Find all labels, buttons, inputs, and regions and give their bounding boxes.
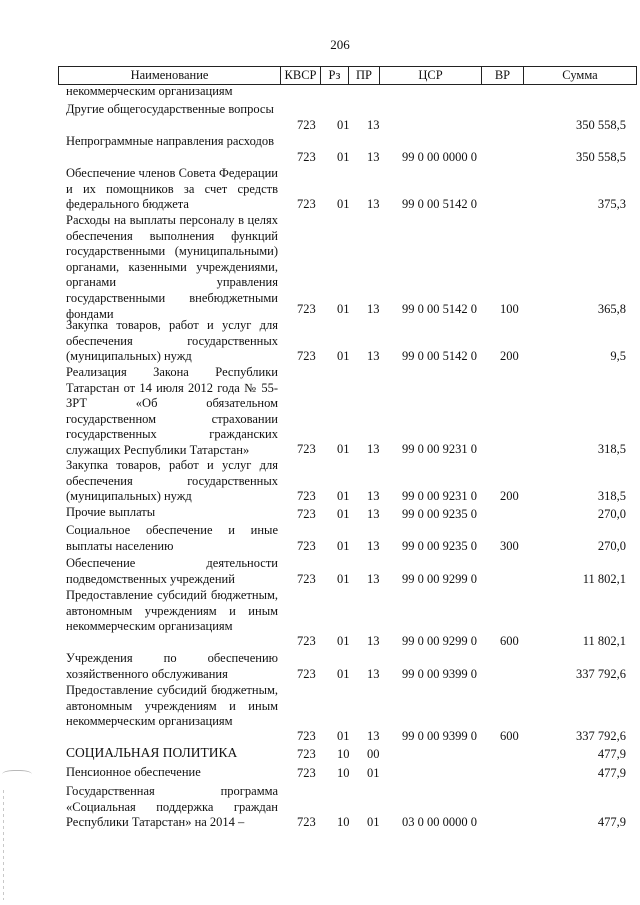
row-pr: 13: [367, 197, 380, 212]
table-row: [0, 745, 640, 763]
row-name: Обеспечение деятельности подведомственных учреждений: [66, 556, 278, 586]
row-pr: 13: [367, 489, 380, 504]
row-kvsr: 723: [297, 150, 316, 165]
row-name: некоммерческим организациям: [66, 84, 233, 98]
row-name: Учреждения по обеспечению хозяйственного обслуживания: [66, 651, 278, 681]
row-kvsr: 723: [297, 489, 316, 504]
row-sum: 337 792,6: [576, 667, 626, 682]
row-kvsr: 723: [297, 747, 316, 762]
row-pr: 00: [367, 747, 380, 762]
header-name: Наименование: [59, 67, 281, 84]
header-csr: ЦСР: [380, 67, 482, 84]
row-name: Прочие выплаты: [66, 505, 156, 519]
row-vr: 100: [500, 302, 519, 317]
row-pr: 13: [367, 150, 380, 165]
row-pr: 13: [367, 634, 380, 649]
row-kvsr: 723: [297, 507, 316, 522]
header-kvsr: КВСР: [281, 67, 321, 84]
row-kvsr: 723: [297, 302, 316, 317]
row-pr: 13: [367, 539, 380, 554]
row-csr: 99 0 00 9235 0: [402, 507, 477, 522]
row-sum: 375,3: [597, 197, 626, 212]
row-kvsr: 723: [297, 197, 316, 212]
row-vr: 200: [500, 489, 519, 504]
row-name: Реализация Закона Республики Татарстан от 14 июля 2012 года № 55-ЗРТ «Об обязательном государственном страховании государственных гражданских служащих Республики Татарстан»: [66, 365, 278, 457]
row-kvsr: 723: [297, 118, 316, 133]
header-vr: ВР: [482, 67, 524, 84]
row-vr: 600: [500, 634, 519, 649]
row-pr: 13: [367, 302, 380, 317]
table-row: [0, 505, 640, 523]
row-sum: 11 802,1: [582, 572, 626, 587]
row-sum: 318,5: [597, 442, 626, 457]
row-rz: 01: [337, 302, 350, 317]
row-kvsr: 723: [297, 667, 316, 682]
row-sum: 350 558,5: [576, 150, 626, 165]
scan-edge-artifact: [3, 790, 4, 900]
row-vr: 600: [500, 729, 519, 744]
row-csr: 99 0 00 5142 0: [402, 349, 477, 364]
row-pr: 13: [367, 667, 380, 682]
row-sum: 9,5: [610, 349, 626, 364]
row-vr: 200: [500, 349, 519, 364]
row-rz: 01: [337, 507, 350, 522]
row-rz: 01: [337, 729, 350, 744]
page-number: 206: [330, 37, 350, 52]
table-row: [0, 683, 640, 745]
row-sum: 365,8: [597, 302, 626, 317]
table-row: [0, 523, 640, 555]
table-row: [0, 134, 640, 166]
row-csr: 99 0 00 0000 0: [402, 150, 477, 165]
row-rz: 01: [337, 197, 350, 212]
row-csr: 99 0 00 9231 0: [402, 442, 477, 457]
row-name: Государственная программа «Социальная поддержка граждан Республики Татарстан» на 2014 –: [66, 784, 278, 830]
row-sum: 477,9: [597, 747, 626, 762]
row-pr: 13: [367, 118, 380, 133]
row-sum: 11 802,1: [582, 634, 626, 649]
row-name: Закупка товаров, работ и услуг для обеспечения государственных (муниципальных) нужд: [66, 458, 278, 504]
row-name: Социальное обеспечение и иные выплаты населению: [66, 523, 278, 553]
row-name: Предоставление субсидий бюджетным, автономным учреждениям и иным некоммерческим организациям: [66, 683, 278, 729]
table-row: [0, 102, 640, 134]
row-csr: 03 0 00 0000 0: [402, 815, 477, 830]
row-csr: 99 0 00 9235 0: [402, 539, 477, 554]
row-csr: 99 0 00 9399 0: [402, 667, 477, 682]
row-rz: 01: [337, 489, 350, 504]
row-kvsr: 723: [297, 634, 316, 649]
header-sum: Сумма: [562, 68, 598, 82]
table-row: [0, 556, 640, 588]
row-sum: 477,9: [597, 815, 626, 830]
row-rz: 01: [337, 572, 350, 587]
table-row: [0, 166, 640, 213]
row-rz: 01: [337, 442, 350, 457]
row-name: Непрограммные направления расходов: [66, 134, 274, 148]
row-kvsr: 723: [297, 729, 316, 744]
row-pr: 13: [367, 507, 380, 522]
row-sum: 270,0: [597, 539, 626, 554]
row-name: Обеспечение членов Совета Федерации и их помощников за счет средств федерального бюджета: [66, 166, 278, 212]
row-csr: 99 0 00 5142 0: [402, 197, 477, 212]
row-sum: 270,0: [597, 507, 626, 522]
header-pr: ПР: [349, 67, 380, 84]
table-row: [0, 765, 640, 782]
row-pr: 13: [367, 729, 380, 744]
row-vr: 300: [500, 539, 519, 554]
table-row: [0, 213, 640, 321]
row-sum: 337 792,6: [576, 729, 626, 744]
row-sum: 350 558,5: [576, 118, 626, 133]
row-sum: 318,5: [597, 489, 626, 504]
header-rz: Рз: [321, 67, 349, 84]
table-row: [0, 318, 640, 365]
row-sum: 477,9: [597, 766, 626, 781]
row-rz: 01: [337, 667, 350, 682]
row-rz: 10: [337, 747, 350, 762]
row-pr: 01: [367, 766, 380, 781]
row-rz: 10: [337, 766, 350, 781]
row-pr: 13: [367, 442, 380, 457]
row-rz: 01: [337, 539, 350, 554]
row-pr: 13: [367, 349, 380, 364]
row-kvsr: 723: [297, 815, 316, 830]
row-name: Другие общегосударственные вопросы: [66, 102, 274, 116]
scan-artifact: [2, 770, 32, 781]
table-row: [0, 365, 640, 458]
table-header: [58, 66, 637, 85]
row-kvsr: 723: [297, 539, 316, 554]
row-rz: 01: [337, 634, 350, 649]
table-row: [0, 784, 640, 831]
row-pr: 13: [367, 572, 380, 587]
row-rz: 01: [337, 118, 350, 133]
row-kvsr: 723: [297, 349, 316, 364]
row-csr: 99 0 00 5142 0: [402, 302, 477, 317]
row-rz: 01: [337, 150, 350, 165]
table-row: [0, 84, 640, 100]
row-kvsr: 723: [297, 766, 316, 781]
row-name: Предоставление субсидий бюджетным, автономным учреждениям и иным некоммерческим организациям: [66, 588, 278, 634]
row-rz: 01: [337, 349, 350, 364]
row-name: СОЦИАЛЬНАЯ ПОЛИТИКА: [66, 745, 238, 760]
row-rz: 10: [337, 815, 350, 830]
row-csr: 99 0 00 9399 0: [402, 729, 477, 744]
row-name: Расходы на выплаты персоналу в целях обеспечения выполнения функций государственными (муниципальными) органами, казенными учреждениями, органами управления государственными внебюджетными фондами: [66, 213, 278, 321]
row-kvsr: 723: [297, 442, 316, 457]
table-row: [0, 458, 640, 505]
table-row: [0, 651, 640, 683]
table-row: [0, 588, 640, 650]
row-csr: 99 0 00 9231 0: [402, 489, 477, 504]
row-pr: 01: [367, 815, 380, 830]
row-csr: 99 0 00 9299 0: [402, 634, 477, 649]
row-csr: 99 0 00 9299 0: [402, 572, 477, 587]
row-name: Закупка товаров, работ и услуг для обеспечения государственных (муниципальных) нужд: [66, 318, 278, 364]
row-kvsr: 723: [297, 572, 316, 587]
row-name: Пенсионное обеспечение: [66, 765, 201, 779]
